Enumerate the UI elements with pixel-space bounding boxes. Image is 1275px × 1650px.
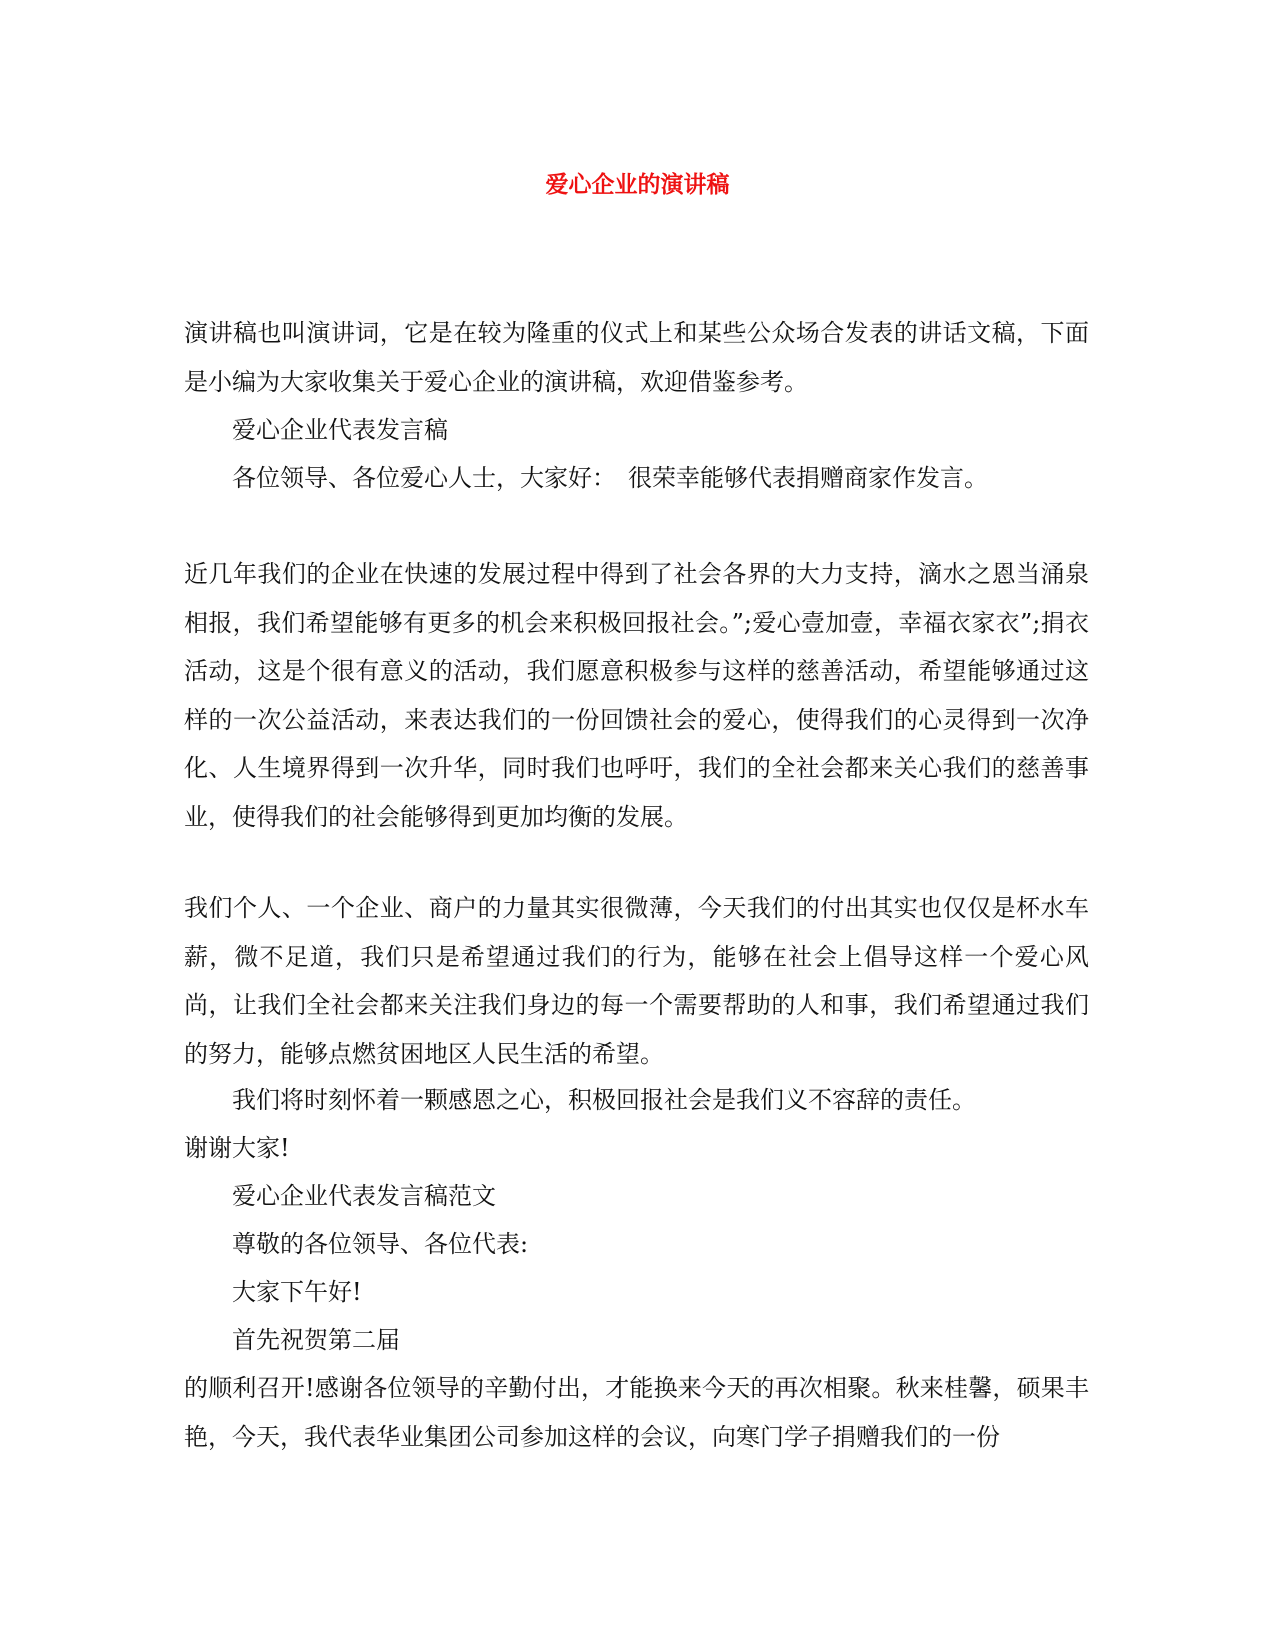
salutation-paragraph: 尊敬的各位领导、各位代表: [232,1230,529,1258]
body-paragraph: 首先祝贺第二届 [232,1326,400,1354]
intro-paragraph: 演讲稿也叫演讲词，它是在较为隆重的仪式上和某些公众场合发表的讲话文稿，下面是小编为大家收集关于爱心企业的演讲稿，欢迎借鉴参考。 [184,319,1089,396]
section-heading-speech: 爱心企业代表发言稿 [232,416,448,444]
document-title: 爱心企业的演讲稿 [545,172,730,198]
greeting-paragraph: 大家下午好! [232,1278,362,1306]
body-paragraph: 的顺利召开!感谢各位领导的辛勤付出，才能换来今天的再次相聚。秋来桂馨，硕果丰艳，今天，我代表华业集团公司参加这样的会议，向寒门学子捐赠我们的一份 [184,1374,1089,1451]
body-paragraph: 我们个人、一个企业、商户的力量其实很微薄，今天我们的付出其实也仅仅是杯水车薪，微不足道，我们只是希望通过我们的行为，能够在社会上倡导这样一个爱心风尚，让我们全社会都来关注我们身边的每一个需要帮助的人和事，我们希望通过我们的努力，能够点燃贫困地区人民生活的希望。 [184,894,1089,1068]
greeting-paragraph: 各位领导、各位爱心人士，大家好： 很荣幸能够代表捐赠商家作发言。 [232,464,988,492]
body-paragraph: 我们将时刻怀着一颗感恩之心，积极回报社会是我们义不容辞的责任。 [232,1086,976,1114]
thanks-paragraph: 谢谢大家! [184,1134,290,1162]
body-paragraph: 近几年我们的企业在快速的发展过程中得到了社会各界的大力支持，滴水之恩当涌泉相报，我们希望能够有更多的机会来积极回报社会。”;爱心壹加壹，幸福衣家衣”;捐衣活动，这是个很有意义的活动，我们愿意积极参与这样的慈善活动，希望能够通过这样的一次公益活动，来表达我们的一份回馈社会的爱心，使得我们的心灵得到一次净化、人生境界得到一次升华，同时我们也呼吁，我们的全社会都来关心我们的慈善事业，使得我们的社会能够得到更加均衡的发展。 [184,560,1089,831]
section-heading-sample: 爱心企业代表发言稿范文 [232,1182,496,1210]
